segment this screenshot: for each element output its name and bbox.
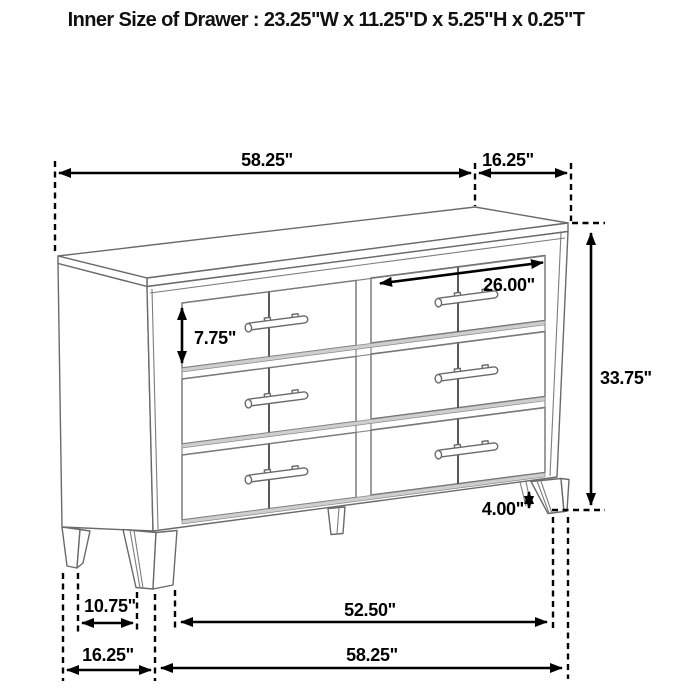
dim-top-depth	[479, 150, 567, 173]
dim-label: 52.50"	[344, 600, 396, 620]
handle-end-cap	[435, 450, 442, 459]
dim-label: 4.00"	[481, 499, 524, 519]
dim-label: 33.75"	[600, 368, 652, 388]
front-left-leg-side	[153, 531, 177, 590]
page-title: Inner Size of Drawer : 23.25"W x 11.25"D x 5.25"H x 0.25"T	[67, 9, 585, 31]
handle-end-cap	[435, 298, 442, 307]
dim-label: 26.00"	[483, 275, 535, 295]
dim-leg-gap-depth	[82, 596, 136, 623]
dresser-left-side-panel	[58, 264, 153, 532]
back-left-leg-side	[77, 530, 90, 569]
handle-end-cap	[245, 323, 252, 332]
dim-label: 16.25"	[482, 150, 534, 170]
dim-label: 7.75"	[194, 328, 237, 348]
dim-label: 10.75"	[84, 596, 136, 616]
dim-label: 58.25"	[241, 150, 293, 170]
dim-top-width	[59, 150, 471, 173]
dim-leg-height	[482, 492, 529, 519]
dim-label: 16.25"	[82, 645, 134, 665]
dim-front-leg-span	[181, 600, 547, 622]
dim-label: 58.25"	[346, 645, 398, 665]
handle-end-cap	[245, 399, 252, 408]
dim-base-width	[161, 645, 562, 668]
handle-end-cap	[245, 475, 252, 484]
dim-base-depth	[67, 645, 151, 670]
center-support-leg	[328, 507, 345, 535]
handle-end-cap	[435, 374, 442, 383]
front-left-leg	[123, 530, 156, 590]
dim-overall-height	[591, 233, 652, 505]
dresser-drawing	[58, 207, 569, 589]
